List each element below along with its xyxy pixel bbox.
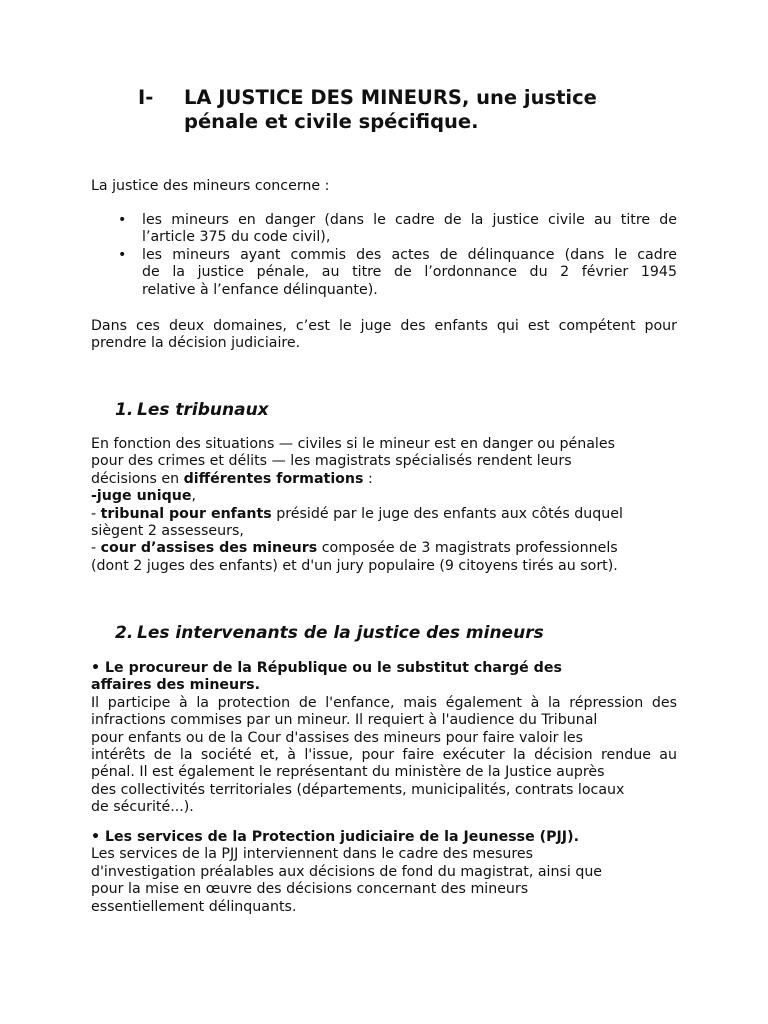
main-title-number: I-: [138, 86, 154, 109]
intro-text: La justice des mineurs concerne :: [91, 178, 330, 194]
section-1-body: En fonction des situations — civiles si le mineur est en danger ou pénales pour des crimes et délits — les magistrats spécialisés rendent leurs décisions en différentes formations : -juge unique, - tribunal pour enfants présidé par le juge des enfants aux côtés duquel siègent 2 assesseurs, - cour d’assises des mineurs composée de 3 magistrats professionnels (dont 2 juges des enfants) et d'un jury populaire (9 citoyens tirés au sort).: [91, 436, 677, 575]
section-2-heading: 2. Les intervenants de la justice des mineurs: [115, 623, 544, 643]
bullet-icon: •: [118, 246, 127, 263]
list-item: -juge unique,: [91, 488, 197, 505]
bullet-icon: •: [118, 212, 127, 228]
main-title-line-2: pénale et civile spécifique.: [184, 110, 479, 133]
list-item: • les mineurs en danger (dans le cadre de la justice civile au titre de l’article 375 du code civil),: [118, 212, 677, 246]
list-item: - cour d’assises des mineurs composée de 3 magistrats professionnels: [91, 540, 618, 557]
list-item: • les mineurs ayant commis des actes de délinquance (dans le cadre de la justice pénale, au titre de l’ordonnance du 2 février 1945 relative à l’enfance délinquante).: [118, 246, 677, 298]
main-title-line-1: LA JUSTICE DES MINEURS, une justice: [184, 86, 597, 109]
list-item: - tribunal pour enfants présidé par le juge des enfants aux côtés duquel: [91, 505, 623, 522]
domains-paragraph: Dans ces deux domaines, c’est le juge des enfants qui est compétent pour prendre la décision judiciaire.: [91, 318, 677, 352]
procureur-block: • Le procureur de la République ou le substitut chargé des affaires des mineurs. Il participe à la protection de l'enfance, mais également à la répression des infractions commises par un mineur. Il requiert à l'audience du Tribunal pour enfants ou de la Cour d'assises des mineurs pour faire valoir les intérêts de la société et, à l'issue, pour faire exécuter la décision rendue au pénal. Il est également le représentant du ministère de la Justice auprès des collectivités territoriales (départements, municipalités, contrats locaux de sécurité...).: [91, 660, 677, 816]
bullet-list: [118, 212, 677, 299]
pjj-block: • Les services de la Protection judiciaire de la Jeunesse (PJJ). Les services de la PJJ interviennent dans le cadre des mesures d'investigation préalables aux décisions de fond du magistrat, ainsi que pour la mise en œuvre des décisions concernant des mineurs essentiellement délinquants.: [91, 829, 603, 915]
section-1-heading: 1. Les tribunaux: [115, 400, 269, 420]
